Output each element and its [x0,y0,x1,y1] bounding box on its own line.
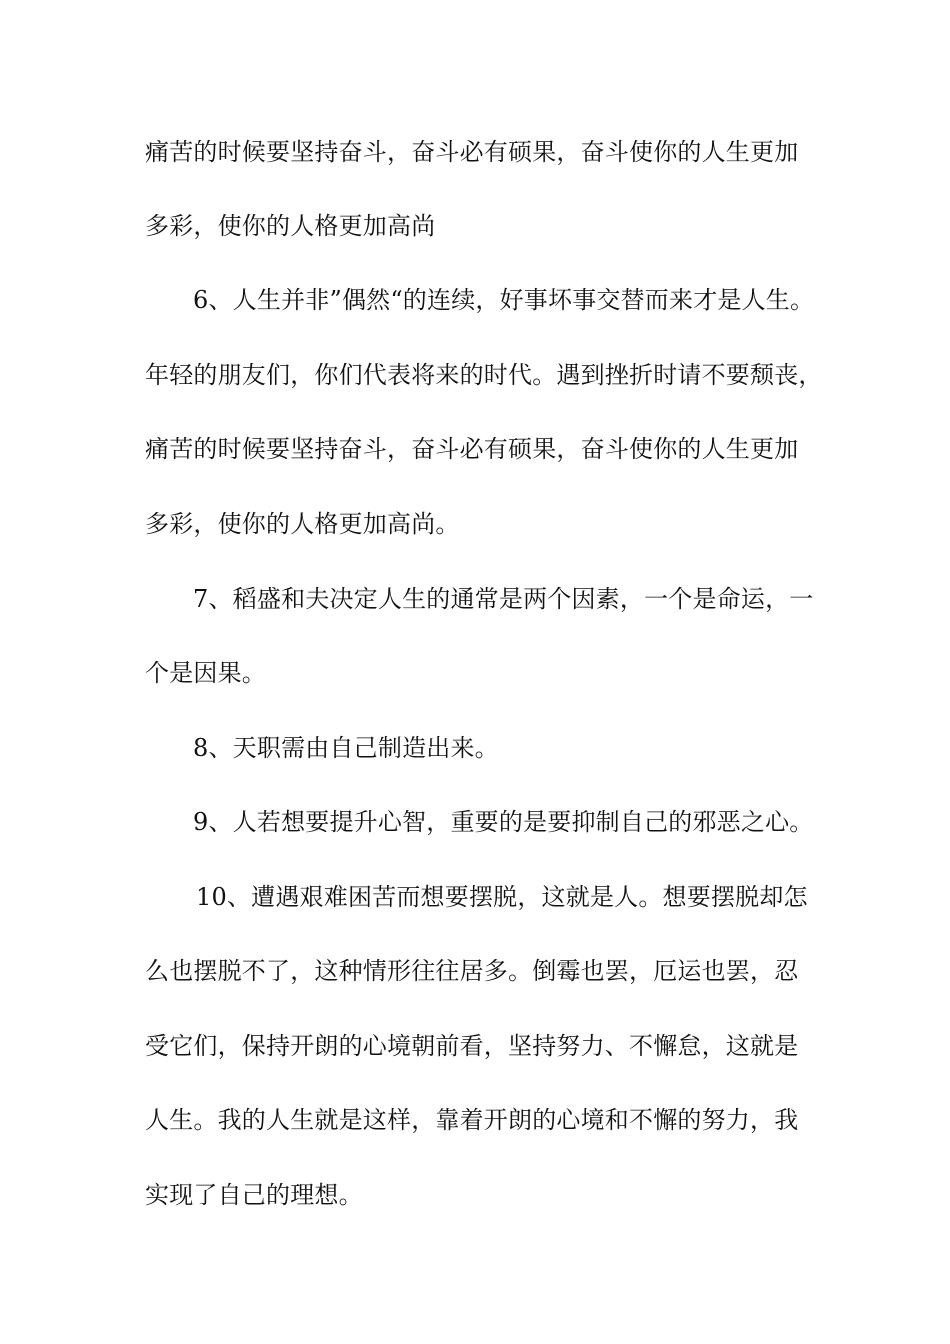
text-line: 痛苦的时候要坚持奋斗，奋斗必有硕果，奋斗使你的人生更加 [145,435,799,463]
text-line: 痛苦的时候要坚持奋斗，奋斗必有硕果，奋斗使你的人生更加 [145,138,799,166]
list-item-6: 6、人生并非”偶然“的连续，好事坏事交替而来才是人生。 [193,286,815,314]
text-line: 么也摆脱不了，这种情形往往居多。倒霉也罢，厄运也罢，忍 [145,957,799,985]
list-item-9: 9、人若想要提升心智，重要的是要抑制自己的邪恶之心。 [193,808,814,836]
text-line: 个是因果。 [145,659,266,687]
list-item-10: 10、遭遇艰难困苦而想要摆脱，这就是人。想要摆脱却怎 [196,883,808,911]
text-line: 受它们，保持开朗的心境朝前看，坚持努力、不懈怠，这就是 [145,1032,799,1060]
list-item-7: 7、稻盛和夫决定人生的通常是两个因素，一个是命运，一 [193,585,814,613]
text-line: 多彩，使你的人格更加高尚 [145,212,436,240]
text-line: 多彩，使你的人格更加高尚。 [145,510,460,538]
list-item-8: 8、天职需由自己制造出来。 [193,734,499,762]
text-line: 实现了自己的理想。 [145,1181,363,1209]
text-line: 人生。我的人生就是这样，靠着开朗的心境和不懈的努力，我 [145,1106,799,1134]
text-line: 年轻的朋友们，你们代表将来的时代。遇到挫折时请不要颓丧， [145,361,823,389]
